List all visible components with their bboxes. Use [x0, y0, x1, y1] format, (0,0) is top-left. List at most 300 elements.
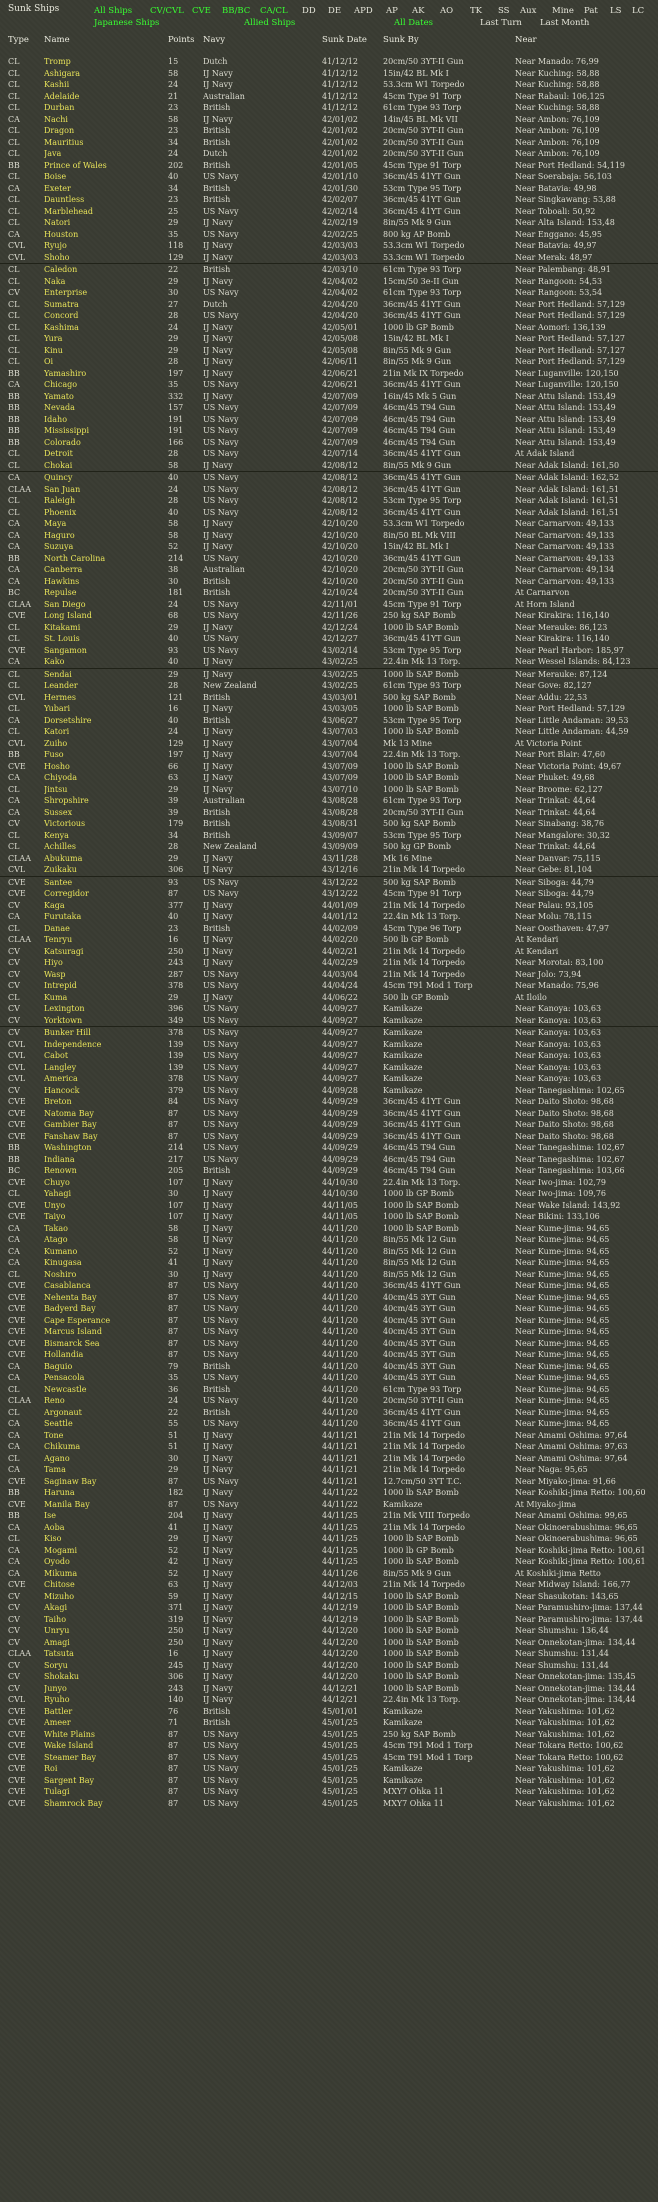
- col-sunk-by[interactable]: Sunk By: [383, 35, 419, 45]
- ship-name-cell[interactable]: Kaga: [44, 900, 65, 910]
- filter-mine[interactable]: Mine: [552, 6, 574, 16]
- table-row: [0, 391, 658, 403]
- points-cell: 319: [168, 1614, 184, 1624]
- type-cell: CL: [8, 1534, 20, 1543]
- ship-name-cell[interactable]: Sumatra: [44, 299, 79, 309]
- near-cell: Near Kanoya: 103,63: [515, 1051, 602, 1060]
- type-cell: BB: [8, 1488, 20, 1497]
- ship-name-cell[interactable]: Shokaku: [44, 1672, 80, 1681]
- ship-name-cell[interactable]: Independence: [44, 1039, 102, 1049]
- ship-name-cell[interactable]: Mikuma: [44, 1568, 78, 1578]
- filter-de[interactable]: DE: [328, 6, 342, 16]
- ship-name-cell[interactable]: Aoba: [44, 1522, 65, 1532]
- ship-name-cell[interactable]: Concord: [44, 311, 79, 320]
- sunk-date-cell: 42/01/02: [322, 126, 358, 135]
- type-cell: CVE: [8, 645, 26, 655]
- near-cell: Near Singkawang: 53,88: [515, 195, 616, 204]
- ship-name-cell[interactable]: Hancock: [44, 1085, 80, 1095]
- ship-name-cell[interactable]: Takao: [44, 1223, 68, 1233]
- points-cell: 87: [168, 1338, 179, 1348]
- type-cell: CL: [8, 1407, 20, 1417]
- ship-name-cell[interactable]: Katsuragi: [44, 946, 84, 956]
- filter-last-month[interactable]: Last Month: [540, 18, 590, 28]
- ship-name-cell[interactable]: Washington: [44, 1143, 92, 1152]
- ship-name-cell[interactable]: Hermes: [44, 692, 76, 702]
- navy-cell: US Navy: [203, 1764, 239, 1773]
- ship-name-cell[interactable]: Chiyoda: [44, 773, 78, 782]
- points-cell: 28: [168, 449, 179, 458]
- ship-name-cell[interactable]: Phoenix: [44, 507, 77, 517]
- filter-allied-ships[interactable]: Allied Ships: [244, 18, 296, 28]
- ship-name-cell[interactable]: Houston: [44, 229, 79, 239]
- points-cell: 29: [168, 1534, 179, 1543]
- ship-name-cell[interactable]: Chokai: [44, 460, 73, 470]
- ship-name-cell[interactable]: Atago: [44, 1235, 68, 1244]
- ship-name-cell[interactable]: Mogami: [44, 1545, 78, 1555]
- ship-name-cell[interactable]: Canberra: [44, 565, 83, 574]
- sunk-date-cell: 44/09/27: [322, 1004, 358, 1013]
- filter-all-dates[interactable]: All Dates: [394, 18, 433, 28]
- near-cell: Near Koshiki-jima Retto: 100,60: [515, 1488, 646, 1497]
- near-cell: Near Naga: 95,65: [515, 1465, 588, 1474]
- col-near[interactable]: Near: [515, 35, 537, 45]
- ship-name-cell[interactable]: Intrepid: [44, 981, 77, 990]
- navy-cell: US Navy: [203, 1154, 239, 1164]
- table-row: [0, 1361, 658, 1373]
- points-cell: 202: [168, 160, 184, 170]
- navy-cell: British: [203, 195, 231, 204]
- ship-name-cell[interactable]: Manila Bay: [44, 1499, 90, 1509]
- ship-name-cell[interactable]: Unyo: [44, 1200, 66, 1210]
- ship-name-cell[interactable]: Caledon: [44, 265, 78, 274]
- ship-name-cell[interactable]: Argonaut: [44, 1407, 82, 1417]
- table-row: [0, 263, 658, 276]
- ship-name-cell[interactable]: Bismarck Sea: [44, 1338, 100, 1348]
- sunk-date-cell: 44/11/20: [322, 1315, 358, 1325]
- points-cell: 58: [168, 68, 179, 78]
- ship-name-cell[interactable]: Dragon: [44, 126, 75, 135]
- navy-cell: US Navy: [203, 1015, 239, 1025]
- ship-name-cell[interactable]: Tone: [44, 1430, 64, 1440]
- navy-cell: IJ Navy: [203, 900, 233, 910]
- ship-name-cell[interactable]: Abukuma: [44, 853, 83, 863]
- sunk-date-cell: 44/01/12: [322, 912, 358, 921]
- ship-name-cell[interactable]: White Plains: [44, 1729, 95, 1739]
- sunk-by-cell: MXY7 Ohka 11: [383, 1787, 444, 1796]
- navy-cell: US Navy: [203, 1292, 239, 1302]
- ship-name-cell[interactable]: Cabot: [44, 1051, 69, 1060]
- near-cell: Near Yakushima: 101,62: [515, 1729, 615, 1739]
- ship-name-cell[interactable]: Langley: [44, 1062, 77, 1072]
- ship-name-cell[interactable]: Lexington: [44, 1004, 85, 1013]
- ship-name-cell[interactable]: Baguio: [44, 1361, 73, 1371]
- ship-name-cell[interactable]: Ashigara: [44, 68, 81, 78]
- ship-name-cell[interactable]: Noshiro: [44, 1269, 77, 1279]
- sunk-by-cell: Kamikaze: [383, 1004, 423, 1013]
- ship-name-cell[interactable]: Haruna: [44, 1488, 75, 1497]
- sunk-by-cell: 53cm Type 95 Torp: [383, 645, 462, 655]
- filter-ls[interactable]: LS: [610, 6, 622, 16]
- ship-name-cell[interactable]: Hiyo: [44, 958, 63, 967]
- ship-name-cell[interactable]: Unryu: [44, 1626, 70, 1635]
- ship-name-cell[interactable]: Amagi: [44, 1637, 70, 1647]
- ship-name-cell[interactable]: Marblehead: [44, 206, 93, 216]
- navy-cell: IJ Navy: [203, 657, 233, 666]
- table-row: [0, 980, 658, 992]
- ship-name-cell[interactable]: Suzuya: [44, 542, 74, 551]
- points-cell: 93: [168, 877, 179, 887]
- sunk-by-cell: 250 kg SAP Bomb: [383, 611, 456, 620]
- ship-name-cell[interactable]: St. Louis: [44, 634, 80, 643]
- ship-name-cell[interactable]: Ameer: [44, 1718, 71, 1727]
- ship-name-cell[interactable]: Chikuma: [44, 1442, 81, 1451]
- navy-cell: IJ Navy: [203, 704, 233, 713]
- ship-name-cell[interactable]: Agano: [44, 1453, 70, 1463]
- type-cell: CA: [8, 530, 20, 540]
- filter-aux[interactable]: Aux: [520, 6, 537, 16]
- table-row: [0, 1108, 658, 1120]
- navy-cell: IJ Navy: [203, 345, 233, 355]
- filter-pat[interactable]: Pat: [584, 6, 598, 16]
- filter-ak[interactable]: AK: [412, 6, 425, 16]
- sunk-date-cell: 43/06/27: [322, 715, 358, 725]
- points-cell: 28: [168, 496, 179, 505]
- ship-name-cell[interactable]: Akagi: [44, 1603, 68, 1612]
- ship-name-cell[interactable]: Haguro: [44, 530, 75, 540]
- type-cell: CL: [8, 727, 20, 736]
- ship-name-cell[interactable]: Chicago: [44, 380, 78, 389]
- sunk-by-cell: 40cm/45 3YT Gun: [383, 1292, 456, 1302]
- ship-name-cell[interactable]: Marcus Island: [44, 1327, 102, 1336]
- filter-last-turn[interactable]: Last Turn: [480, 18, 522, 28]
- filter-cve[interactable]: CVE: [192, 6, 211, 16]
- ship-name-cell[interactable]: Mississippi: [44, 426, 90, 435]
- filter-ss[interactable]: SS: [498, 6, 510, 16]
- ship-name-cell[interactable]: Enterprise: [44, 288, 88, 297]
- ship-name-cell[interactable]: Junyo: [44, 1683, 67, 1693]
- ship-name-cell[interactable]: Yorktown: [44, 1015, 83, 1025]
- filter-ap[interactable]: AP: [386, 6, 398, 16]
- navy-cell: US Navy: [203, 553, 239, 563]
- ship-name-cell[interactable]: Katori: [44, 727, 70, 736]
- ship-name-cell[interactable]: Quincy: [44, 473, 73, 482]
- ship-name-cell[interactable]: Soryu: [44, 1660, 68, 1670]
- near-cell: At Iloilo: [515, 992, 547, 1002]
- ship-name-cell[interactable]: Steamer Bay: [44, 1752, 97, 1762]
- ship-name-cell[interactable]: Yamashiro: [44, 368, 87, 378]
- sunk-by-cell: 1000 lb GP Bomb: [383, 322, 454, 332]
- filter-cv-cvl[interactable]: CV/CVL: [150, 6, 184, 16]
- ship-name-cell[interactable]: Shamrock Bay: [44, 1798, 103, 1808]
- ship-name-cell[interactable]: Yubari: [44, 704, 71, 713]
- ship-name-cell[interactable]: Yura: [44, 334, 63, 343]
- ship-name-cell[interactable]: Jintsu: [44, 784, 68, 794]
- near-cell: Near Kume-jima: 94,65: [515, 1304, 610, 1313]
- filter-ca-cl[interactable]: CA/CL: [260, 6, 288, 16]
- ship-name-cell[interactable]: Exeter: [44, 183, 71, 193]
- points-cell: 29: [168, 853, 179, 863]
- col-sunk-date[interactable]: Sunk Date: [322, 35, 367, 45]
- navy-cell: IJ Navy: [203, 853, 233, 863]
- filter-lc[interactable]: LC: [632, 6, 645, 16]
- ship-name-cell[interactable]: Nachi: [44, 114, 68, 124]
- ship-name-cell[interactable]: Oi: [44, 357, 54, 366]
- ship-name-cell[interactable]: Colorado: [44, 437, 81, 447]
- sunk-by-cell: 12.7cm/50 3YT T.C.: [383, 1476, 462, 1486]
- ship-name-cell[interactable]: Saginaw Bay: [44, 1476, 97, 1486]
- ship-name-cell[interactable]: Kuma: [44, 992, 68, 1002]
- ship-name-cell[interactable]: Natoma Bay: [44, 1108, 94, 1118]
- near-cell: Near Oosthaven: 47,97: [515, 923, 610, 933]
- sunk-by-cell: 500 lb GP Bomb: [383, 935, 449, 944]
- filter-ao[interactable]: AO: [440, 6, 454, 16]
- ship-name-cell[interactable]: Tulagi: [44, 1787, 70, 1796]
- sunk-by-cell: Kamikaze: [383, 1028, 423, 1037]
- ship-name-cell[interactable]: Durban: [44, 103, 75, 112]
- ship-name-cell[interactable]: Shropshire: [44, 796, 89, 805]
- ship-name-cell[interactable]: Battler: [44, 1706, 73, 1716]
- navy-cell: IJ Navy: [203, 391, 233, 401]
- ship-name-cell[interactable]: Roi: [44, 1764, 58, 1773]
- ship-name-cell[interactable]: Taiho: [44, 1614, 67, 1624]
- ship-name-cell[interactable]: Mauritius: [44, 137, 84, 147]
- type-cell: CVE: [8, 1752, 26, 1762]
- ship-name-cell[interactable]: Newcastle: [44, 1384, 87, 1394]
- ship-name-cell[interactable]: Dorsetshire: [44, 715, 92, 725]
- table-row: [0, 1763, 658, 1775]
- ship-name-cell[interactable]: Hosho: [44, 761, 70, 771]
- sunk-date-cell: 44/11/21: [322, 1465, 358, 1474]
- ship-name-cell[interactable]: Wake Island: [44, 1741, 94, 1750]
- navy-cell: US Navy: [203, 981, 239, 990]
- type-cell: CL: [8, 334, 20, 343]
- type-cell: BB: [8, 750, 20, 759]
- navy-cell: Australian: [203, 796, 245, 805]
- ship-name-cell[interactable]: Gambier Bay: [44, 1120, 97, 1129]
- ship-name-cell[interactable]: Kumano: [44, 1246, 78, 1256]
- type-cell: CVE: [8, 1131, 26, 1141]
- points-cell: 29: [168, 345, 179, 355]
- ship-name-cell[interactable]: Furutaka: [44, 912, 82, 921]
- near-cell: Near Kirakira: 116,140: [515, 634, 610, 643]
- points-cell: 250: [168, 1626, 184, 1635]
- ship-name-cell[interactable]: Nevada: [44, 403, 75, 412]
- type-cell: CA: [8, 183, 20, 193]
- sunk-date-cell: 42/02/14: [322, 206, 358, 216]
- ship-name-cell[interactable]: America: [44, 1074, 78, 1083]
- ship-name-cell[interactable]: Tama: [44, 1465, 66, 1474]
- sunk-date-cell: 43/12/16: [322, 865, 358, 874]
- points-cell: 191: [168, 426, 184, 435]
- points-cell: 58: [168, 114, 179, 124]
- navy-cell: US Navy: [203, 496, 239, 505]
- ship-name-cell[interactable]: Chuyo: [44, 1177, 70, 1187]
- ship-name-cell[interactable]: Tatsuta: [44, 1649, 74, 1658]
- table-row: [0, 102, 658, 114]
- near-cell: Near Kuching: 58,88: [515, 80, 600, 89]
- sunk-date-cell: 44/09/29: [322, 1154, 358, 1164]
- ship-name-cell[interactable]: Kashima: [44, 322, 79, 332]
- ship-name-cell[interactable]: Repulse: [44, 588, 77, 597]
- near-cell: Near Miyako-jima: 91,66: [515, 1476, 616, 1486]
- type-cell: CL: [8, 218, 20, 227]
- ship-name-cell[interactable]: Kashii: [44, 80, 70, 89]
- points-cell: 29: [168, 334, 179, 343]
- ship-name-cell[interactable]: Danae: [44, 923, 70, 933]
- filter-bb-bc[interactable]: BB/BC: [222, 6, 251, 16]
- type-cell: CVE: [8, 1281, 26, 1290]
- col-type[interactable]: Type: [8, 35, 29, 45]
- ship-name-cell[interactable]: North Carolina: [44, 553, 106, 563]
- ship-name-cell[interactable]: Natori: [44, 218, 71, 227]
- sunk-date-cell: 45/01/25: [322, 1775, 358, 1785]
- table-row: [0, 1407, 658, 1419]
- ship-name-cell[interactable]: Kenya: [44, 830, 69, 840]
- sunk-date-cell: 44/10/30: [322, 1189, 358, 1198]
- ship-name-cell[interactable]: San Juan: [44, 484, 81, 494]
- points-cell: 139: [168, 1039, 184, 1049]
- ship-name-cell[interactable]: Ryuho: [44, 1695, 70, 1704]
- ship-name-cell[interactable]: Renown: [44, 1166, 77, 1175]
- near-cell: Near Attu Island: 153,49: [515, 426, 616, 435]
- points-cell: 129: [168, 738, 184, 748]
- sunk-by-cell: 36cm/45 41YT Gun: [383, 449, 461, 458]
- ship-name-cell[interactable]: Kitakami: [44, 622, 81, 632]
- sunk-by-cell: 45cm Type 91 Torp: [383, 889, 462, 898]
- sunk-by-cell: 36cm/45 41YT Gun: [383, 634, 461, 643]
- type-cell: CA: [8, 715, 20, 725]
- near-cell: Near Ambon: 76,109: [515, 149, 600, 158]
- points-cell: 243: [168, 958, 184, 967]
- ship-name-cell[interactable]: Indiana: [44, 1154, 75, 1164]
- ship-name-cell[interactable]: Maya: [44, 519, 67, 528]
- filter-tk[interactable]: TK: [470, 6, 483, 16]
- ship-name-cell[interactable]: Hollandia: [44, 1350, 84, 1359]
- ship-name-cell[interactable]: Kiso: [44, 1534, 62, 1543]
- navy-cell: IJ Navy: [203, 750, 233, 759]
- sunk-date-cell: 42/04/02: [322, 288, 358, 297]
- ship-name-cell[interactable]: Sangamon: [44, 645, 87, 655]
- points-cell: 107: [168, 1177, 184, 1187]
- type-cell: CL: [8, 784, 20, 794]
- ship-name-cell[interactable]: Corregidor: [44, 889, 89, 898]
- ship-name-cell[interactable]: Prince of Wales: [44, 160, 107, 170]
- sunk-by-cell: Mk 16 Mine: [383, 853, 432, 863]
- ship-name-cell[interactable]: San Diego: [44, 599, 86, 609]
- ship-name-cell[interactable]: Leander: [44, 681, 78, 690]
- ship-name-cell[interactable]: Nehenta Bay: [44, 1292, 97, 1302]
- ship-name-cell[interactable]: Adelaide: [44, 91, 80, 101]
- ship-name-cell[interactable]: Badyerd Bay: [44, 1304, 96, 1313]
- ship-name-cell[interactable]: Achilles: [44, 842, 76, 851]
- ship-name-cell[interactable]: Santee: [44, 877, 73, 887]
- ship-name-cell[interactable]: Wasp: [44, 969, 66, 979]
- navy-cell: IJ Navy: [203, 1465, 233, 1474]
- ship-name-cell[interactable]: Tenryu: [44, 935, 73, 944]
- filter-apd[interactable]: APD: [354, 6, 373, 16]
- ship-name-cell[interactable]: Bunker Hill: [44, 1028, 91, 1037]
- ship-name-cell[interactable]: Chitose: [44, 1580, 75, 1589]
- ship-name-cell[interactable]: Hawkins: [44, 576, 80, 586]
- sunk-date-cell: 44/12/03: [322, 1580, 358, 1589]
- navy-cell: IJ Navy: [203, 1200, 233, 1210]
- ship-name-cell[interactable]: Detroit: [44, 449, 73, 458]
- ship-name-cell[interactable]: Yahagi: [44, 1189, 72, 1198]
- ship-name-cell[interactable]: Fanshaw Bay: [44, 1131, 98, 1141]
- filter-all-ships[interactable]: All Ships: [94, 6, 133, 16]
- col-navy[interactable]: Navy: [203, 35, 226, 45]
- near-cell: Near Daito Shoto: 98,68: [515, 1131, 614, 1141]
- type-cell: CVE: [8, 1292, 26, 1302]
- points-cell: 87: [168, 1729, 179, 1739]
- ship-name-cell[interactable]: Fuso: [44, 750, 64, 759]
- ship-name-cell[interactable]: Dauntless: [44, 195, 85, 204]
- ship-name-cell[interactable]: Shoho: [44, 252, 70, 262]
- ship-name-cell[interactable]: Kinu: [44, 345, 63, 355]
- ship-name-cell[interactable]: Kinugasa: [44, 1258, 82, 1267]
- col-points[interactable]: Points: [168, 35, 195, 45]
- ship-name-cell[interactable]: Idaho: [44, 414, 68, 424]
- sunk-date-cell: 41/12/12: [322, 91, 358, 101]
- ship-name-cell[interactable]: Sendai: [44, 669, 72, 679]
- ship-name-cell[interactable]: Naka: [44, 276, 66, 286]
- sunk-date-cell: 44/12/20: [322, 1672, 358, 1681]
- sunk-by-cell: 45cm T91 Mod 1 Torp: [383, 1741, 473, 1750]
- ship-name-cell[interactable]: Taiyo: [44, 1212, 66, 1221]
- col-name[interactable]: Name: [44, 35, 70, 45]
- ship-name-cell[interactable]: Sussex: [44, 807, 73, 817]
- table-row: [0, 1591, 658, 1603]
- type-cell: CVL: [8, 252, 26, 262]
- ship-name-cell[interactable]: Seattle: [44, 1419, 73, 1428]
- navy-cell: IJ Navy: [203, 1591, 233, 1601]
- table-row: [0, 1062, 658, 1074]
- sunk-by-cell: 45cm Type 96 Torp: [383, 923, 462, 933]
- ship-name-cell[interactable]: Breton: [44, 1097, 72, 1106]
- ship-name-cell[interactable]: Kako: [44, 657, 65, 666]
- ship-name-cell[interactable]: Casablanca: [44, 1281, 91, 1290]
- ship-name-cell[interactable]: Java: [44, 149, 62, 158]
- ship-name-cell[interactable]: Zuiho: [44, 738, 68, 748]
- ship-name-cell[interactable]: Oyodo: [44, 1557, 70, 1566]
- navy-cell: US Navy: [203, 507, 239, 517]
- ship-name-cell[interactable]: Tromp: [44, 57, 71, 66]
- ship-name-cell[interactable]: Reno: [44, 1396, 65, 1405]
- ship-name-cell[interactable]: Cape Esperance: [44, 1315, 111, 1325]
- filter-japanese-ships[interactable]: Japanese Ships: [94, 18, 160, 28]
- ship-name-cell[interactable]: Yamato: [44, 391, 74, 401]
- filter-dd[interactable]: DD: [302, 6, 316, 16]
- ship-name-cell[interactable]: Zuikaku: [44, 865, 77, 874]
- points-cell: 58: [168, 519, 179, 528]
- sunk-date-cell: 45/01/25: [322, 1798, 358, 1808]
- ship-name-cell[interactable]: Raleigh: [44, 496, 76, 505]
- ship-name-cell[interactable]: Pensacola: [44, 1373, 85, 1382]
- ship-name-cell[interactable]: Ryujo: [44, 241, 67, 250]
- ship-name-cell[interactable]: Ise: [44, 1511, 56, 1520]
- navy-cell: Dutch: [203, 299, 228, 309]
- sunk-date-cell: 44/09/29: [322, 1166, 358, 1175]
- ship-name-cell[interactable]: Victorious: [44, 819, 86, 828]
- table-row: [0, 1372, 658, 1384]
- points-cell: 36: [168, 1384, 179, 1394]
- ship-name-cell[interactable]: Boise: [44, 172, 67, 181]
- ship-name-cell[interactable]: Long Island: [44, 611, 92, 620]
- ship-name-cell[interactable]: Sargent Bay: [44, 1775, 95, 1785]
- ship-name-cell[interactable]: Mizuho: [44, 1591, 75, 1601]
- sunk-date-cell: 44/11/20: [322, 1419, 358, 1428]
- table-row: [0, 299, 658, 311]
